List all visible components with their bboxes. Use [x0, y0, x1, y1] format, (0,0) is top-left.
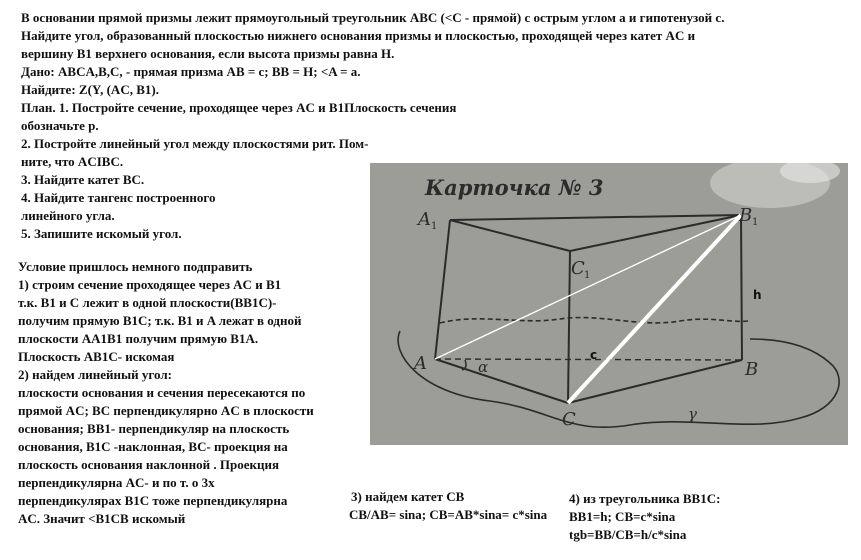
solution-line: перпендикулярна AC- и по т. о 3х [18, 475, 215, 490]
problem-line: Найдите угол, образованный плоскостью нижнего основания призмы и плоскостью, проходящей через катет AC и [21, 28, 696, 43]
label-c1-sub: 1 [584, 270, 591, 281]
plan-step: ните, что ACIBC. [21, 154, 124, 169]
plan-step: 4. Найдите тангенс построенного [21, 190, 216, 205]
solution-line: получим прямую B1C; т.к. B1 и A лежат в одной [18, 313, 302, 328]
step3-text [349, 488, 547, 524]
plan-step: План. 1. Постройте сечение, проходящее через AC и B1Плоскость сечения [21, 100, 457, 115]
plan-step: 5. Запишите искомый угол. [21, 226, 182, 241]
step4-text [569, 490, 720, 544]
solution-line: 2) найдем линейный угол: [18, 367, 172, 382]
label-a: A [414, 353, 427, 374]
label-b: B [745, 359, 759, 380]
solution-line: т.к. B1 и C лежит в одной плоскости(BB1C)- [18, 295, 277, 310]
label-h: h [753, 288, 762, 302]
card-figure [370, 163, 848, 445]
solution-line: перпендикулярах B1C тоже перпендикулярна [18, 493, 288, 508]
plan-step: 3. Найдите катет BC. [21, 172, 145, 187]
solution-line: основания; BB1- перпендикуляр на плоскость [18, 421, 290, 436]
problem-line: В основании прямой призмы лежит прямоугольный треугольник ABC (<C - прямой) с острым углом а и гипотенузой c. [21, 10, 725, 25]
plan-step: 2. Постройте линейный угол между плоскостями рит. Пом- [21, 136, 369, 151]
step4-line: tgb=BB/CB=h/c*sina [569, 527, 687, 542]
problem-line: вершину B1 верхнего основания, если высота призмы равна H. [21, 46, 395, 61]
label-b1-sub: 1 [752, 217, 759, 228]
solution-line: Плоскость AB1C- искомая [18, 349, 175, 364]
label-c1: C [571, 258, 585, 279]
solution-line: плоскости AA1B1 получим прямую B1A. [18, 331, 259, 346]
solution-line: AC. Значит <B1CB искомый [18, 511, 186, 526]
problem-given: Дано: ABCA,B,C, - прямая призма AB = c; BB = H; <A = a. [21, 64, 361, 79]
label-c: C [562, 409, 576, 430]
step3-line: CB/AB= sina; CB=AB*sina= c*sina [349, 507, 548, 522]
label-c-hyp: c [590, 348, 598, 362]
step4-line: BB1=h; CB=c*sina [569, 509, 676, 524]
edge-b-b1 [741, 215, 742, 360]
solution-line: основания, B1C -наклонная, BC- проекция на [18, 439, 288, 454]
solution-line: 1) строим сечение проходящее через AC и B1 [18, 277, 282, 292]
prism-diagram [370, 163, 848, 445]
solution-line: Условие пришлось немного подправить [18, 259, 253, 274]
solution-line: прямой AC; BC перпендикулярно AC в плоскости [18, 403, 314, 418]
label-alpha: α [478, 358, 489, 376]
step4-line: 4) из треугольника BB1C: [569, 491, 721, 506]
problem-find: Найдите: Z(Y, (AC, B1). [21, 82, 159, 97]
label-gamma: γ [688, 405, 697, 423]
solution-line: плоскость основания наклонной . Проекция [18, 457, 279, 472]
solution-text [18, 258, 314, 528]
card-title: Карточка № 3 [425, 175, 604, 200]
plan-step: линейного угла. [21, 208, 115, 223]
solution-line: плоскости основания и сечения пересекаются по [18, 385, 306, 400]
plan-step: обозначьте р. [21, 118, 99, 133]
label-a1: A [418, 209, 431, 230]
step3-line: 3) найдем катет CB [351, 489, 465, 504]
label-a1-sub: 1 [431, 221, 438, 232]
label-b1: B [739, 205, 753, 226]
